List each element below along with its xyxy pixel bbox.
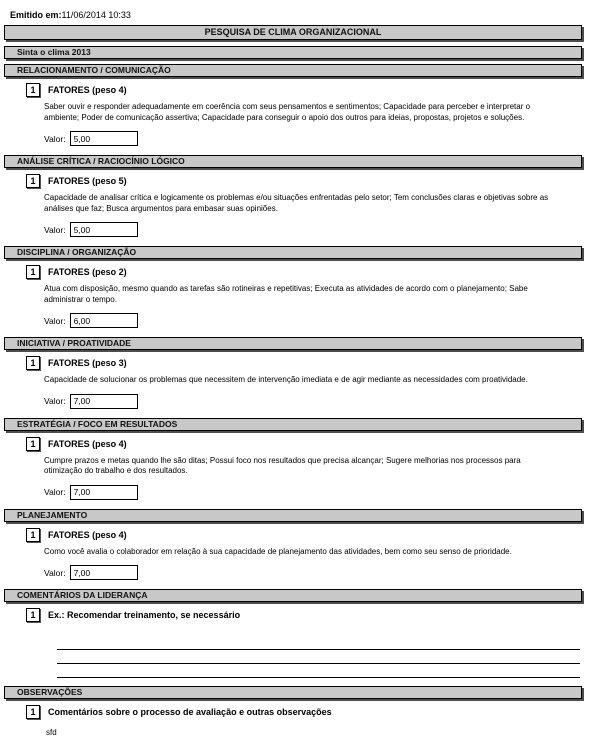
factor-item-title: FATORES (peso 2) — [48, 267, 127, 277]
factor-section — [4, 64, 582, 146]
factor-item-title: FATORES (peso 4) — [48, 85, 127, 95]
survey-title-bar: Sinta o clima 2013 — [4, 46, 582, 59]
form-title-bar: PESQUISA DE CLIMA ORGANIZACIONAL — [4, 25, 582, 40]
factor-item-title: FATORES (peso 4) — [48, 529, 127, 540]
item-number-box: 1 — [26, 608, 40, 622]
item-number-box: 1 — [26, 83, 40, 97]
comment-write-lines — [57, 636, 582, 678]
section-header-bar: DISCIPLINA / ORGANIZAÇÃO — [4, 246, 582, 259]
item-number-box: 1 — [26, 437, 40, 451]
factor-section — [4, 509, 582, 581]
item-number-box: 1 — [26, 356, 40, 370]
factor-description: Capacidade de analisar crítica e logicamente os problemas e/ou situações enfrentadas pelo setor; Tem conclusões claras e objetivas sobre as análises que faz; Busca argumentos para embasar suas opiniões. — [44, 193, 549, 213]
factor-section — [4, 418, 582, 500]
valor-input[interactable] — [70, 222, 138, 237]
observation-text: sfd — [46, 728, 57, 737]
item-number-box: 1 — [26, 265, 40, 279]
section-header-bar: PLANEJAMENTO — [4, 509, 582, 522]
emitted-timestamp — [10, 10, 582, 21]
comments-section-header: COMENTÁRIOS DA LIDERANÇA — [4, 589, 582, 602]
valor-label: Valor: — [44, 315, 66, 326]
item-number-box: 1 — [26, 174, 40, 188]
observations-section — [4, 686, 582, 737]
factor-section — [4, 337, 582, 409]
valor-label: Valor: — [44, 396, 66, 406]
valor-label: Valor: — [44, 133, 66, 144]
factor-description: Cumpre prazos e metas quando lhe são ditas; Possui foco nos resultados que precisa alcançar; Sugere melhorias nos processos para otimização do trabalho e dos resultados. — [44, 455, 521, 475]
item-number-box: 1 — [26, 705, 40, 719]
factor-description: Capacidade de solucionar os problemas que necessitem de intervenção imediata e de agir mediante as necessidades com proatividade. — [44, 375, 528, 384]
valor-label: Valor: — [44, 224, 66, 235]
comments-item-title: Ex.: Recomendar treinamento, se necessário — [48, 610, 241, 620]
valor-input[interactable] — [70, 131, 138, 146]
factor-section — [4, 155, 582, 237]
observations-section-header: OBSERVAÇÕES — [4, 686, 582, 699]
factor-item-title: FATORES (peso 4) — [48, 438, 127, 449]
valor-input[interactable] — [70, 313, 138, 328]
valor-label: Valor: — [44, 487, 66, 497]
section-header-bar: ESTRATÉGIA / FOCO EM RESULTADOS — [4, 418, 582, 431]
factor-sections — [4, 64, 582, 580]
section-header-bar: INICIATIVA / PROATIVIDADE — [4, 337, 582, 350]
factor-item-title: FATORES (peso 5) — [48, 176, 127, 186]
comment-write-line[interactable] — [57, 650, 580, 664]
comment-write-line[interactable] — [57, 664, 580, 678]
comment-write-line[interactable] — [57, 636, 580, 650]
section-header-bar: ANÁLISE CRÍTICA / RACIOCÍNIO LÓGICO — [4, 155, 582, 168]
emitted-label: Emitido em: — [10, 10, 62, 20]
item-number-box: 1 — [26, 528, 40, 542]
valor-input[interactable] — [70, 565, 138, 580]
factor-description: Saber ouvir e responder adequadamente em coerência com seus pensamentos e sentimentos; Capacidade para perceber e interpretar o ambiente; Poder de comunicação assertiva; Capacidade para conseguir o apoio dos outros para ideias, propostas, projetos e soluções. — [44, 102, 531, 122]
observations-item-title: Comentários sobre o processo de avaliação e outras observações — [48, 707, 332, 717]
section-header-bar: RELACIONAMENTO / COMUNICAÇÃO — [4, 64, 582, 77]
factor-section — [4, 246, 582, 328]
factor-item-title: FATORES (peso 3) — [48, 358, 127, 368]
factor-description: Atua com disposição, mesmo quando as tarefas são rotineiras e repetitivas; Executa as atividades de acordo com o planejamento; Sabe administrar o tempo. — [44, 284, 528, 304]
valor-input[interactable] — [70, 485, 138, 500]
comments-section — [4, 589, 582, 678]
emitted-value: 11/06/2014 10:33 — [61, 10, 131, 20]
valor-input[interactable] — [70, 394, 138, 409]
valor-label: Valor: — [44, 567, 66, 578]
factor-description: Como você avalia o colaborador em relação à sua capacidade de planejamento das atividades, bem como seu senso de prioridade. — [44, 546, 512, 556]
